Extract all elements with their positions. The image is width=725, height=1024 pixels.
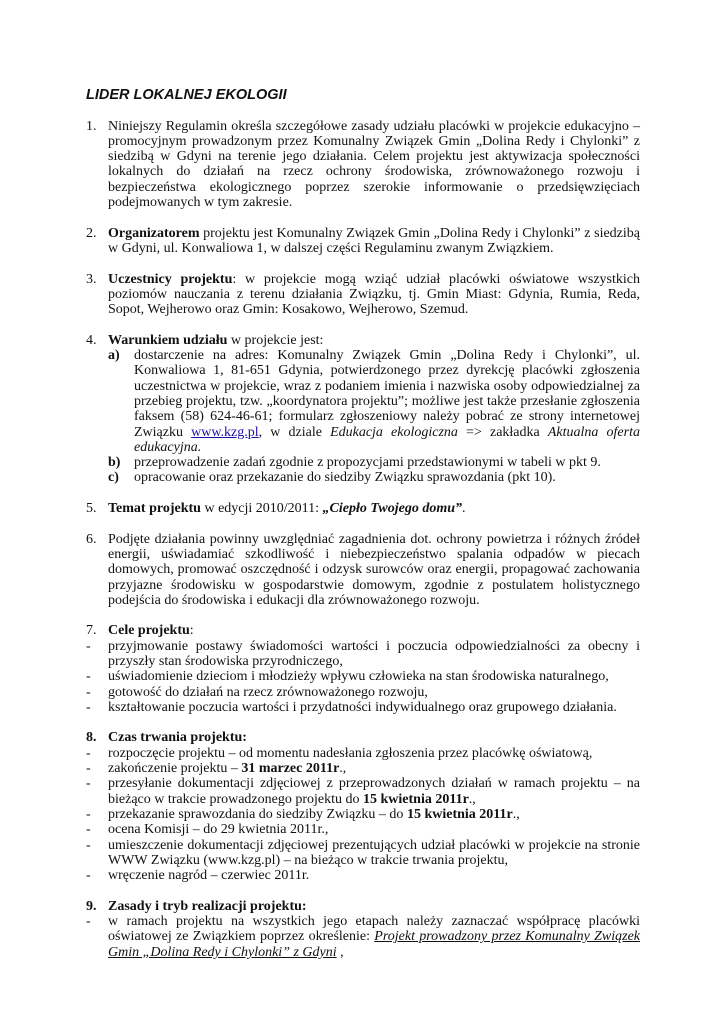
text-run: przesyłanie dokumentacji zdjęciowej z przeprowadzonych działań w ramach projektu – na bieżąco w trakcie prowadzonego projektu do xyxy=(108,776,640,807)
dash-list-item xyxy=(86,669,640,684)
dash-list-item xyxy=(86,700,640,715)
dash-bullet: - xyxy=(86,669,91,685)
dash-bullet: - xyxy=(86,699,91,715)
text-run: przeprowadzenie zadań zgodnie z propozycjami przedstawionymi w tabeli w pkt 9. xyxy=(134,455,601,471)
text-run: Zasady i tryb realizacji projektu: xyxy=(108,898,307,914)
text-run: przyjmowanie postawy świadomości wartości i poczucia odpowiedzialności za obecny i przyszły stan środowiska przyrodniczego, xyxy=(108,638,640,669)
text-run: zakończenie projektu – xyxy=(108,761,242,777)
section-item xyxy=(86,899,640,914)
text-run: ., xyxy=(339,761,347,777)
text-run: . xyxy=(462,501,466,517)
section-number: 9. xyxy=(86,898,97,914)
document-page xyxy=(86,88,640,960)
text-run: w edycji 2010/2011: xyxy=(200,501,323,517)
dash-list-item xyxy=(86,914,640,960)
dash-list-item xyxy=(86,761,640,776)
dash-bullet: - xyxy=(86,914,91,930)
text-run: Podjęte działania powinny uwzględniać zagadnienia dot. ochrony powietrza i różnych źródeł energii, uświadamiać szkodliwość i niebezpieczeństwo spalania odpadów w piecach domowych, promować oszczędność i odzysk surowców oraz energii, propagować zachowania przyjazne środowisku w gospodarstwie domowym, zgodnie z postulatem holistycznego podejścia do środowiska i edukacji dla zrównoważonego rozwoju. xyxy=(108,531,640,608)
section-item xyxy=(86,333,640,348)
section-item xyxy=(86,532,640,608)
text-run: => zakładka xyxy=(457,424,548,440)
section-item xyxy=(86,501,640,516)
text-run: kształtowanie poczucia wartości i przydatności indywidualnego oraz grupowego działania. xyxy=(108,699,617,715)
section-number: 8. xyxy=(86,730,97,746)
sub-item-letter: b) xyxy=(108,455,121,471)
text-run: w ramach projektu na wszystkich jego etapach należy zaznaczać współpracę placówki oświatowej ze Związkiem poprzez określenie: xyxy=(108,914,640,945)
text-run: dostarczenie na adres: Komunalny Związek Gmin „Dolina Redy i Chylonki”, ul. Konwaliowa 1, 81-651 Gdynia, potwierdzonego przez dyrekcję placówki zgłoszenia uczestnictwa w projekcie, wraz z podaniem imienia i nazwiska osoby odpowiedzialnej za przebieg projektu, tzw. „koordynatora projektu”; możliwe jest także przesłanie zgłoszenia faksem (58) 624-46-61; formularz zgłoszeniowy należy pobrać ze strony internetowej Związku xyxy=(134,348,640,440)
text-run: 15 kwietnia 2011r xyxy=(406,806,513,822)
dash-bullet: - xyxy=(86,745,91,761)
text-run: projektu jest Komunalny Związek Gmin „Dolina Redy i Chylonki” z siedzibą w Gdyni, ul. Konwaliowa 1, w dalszej części Regulaminu zwanym Związkiem. xyxy=(108,225,640,256)
text-run: przekazanie sprawozdania do siedziby Związku – do xyxy=(108,806,407,822)
section-item xyxy=(86,226,640,257)
text-run: : w projekcie mogą wziąć udział placówki oświatowe wszystkich poziomów nauczania z terenu działania Związku, tj. Gmin Miast: Gdynia, Rumia, Reda, Sopot, Wejherowo oraz Gmin: Kosakowo, Wejherowo, Szemud. xyxy=(108,271,640,318)
text-run: Projekt prowadzony przez Komunalny Związek Gmin „Dolina Redy i Chylonki” z Gdyni xyxy=(108,929,641,960)
section-number: 7. xyxy=(86,623,97,639)
text-run: umieszczenie dokumentacji zdjęciowej prezentujących udział placówki w projekcie na stronie WWW Związku (www.kzg.pl) – na bieżąco w trakcie trwania projektu, xyxy=(108,837,640,868)
section-number: 4. xyxy=(86,332,97,348)
text-run: ocena Komisji – do 29 kwietnia 2011r., xyxy=(108,822,329,838)
text-run: „Ciepło Twojego domu” xyxy=(322,501,463,517)
text-run: 31 marzec 2011r xyxy=(241,761,340,777)
text-run: wręczenie nagród – czerwiec 2011r. xyxy=(108,868,310,884)
text-run: uświadomienie dzieciom i młodzieży wpływu człowieka na stan środowiska naturalnego, xyxy=(108,669,609,685)
sub-item xyxy=(108,348,640,455)
sub-item-letter: c) xyxy=(108,470,119,486)
text-run: , w dziale xyxy=(258,424,331,440)
text-run: Aktualna oferta edukacyjna. xyxy=(134,424,640,455)
section-number: 1. xyxy=(86,118,97,134)
dash-list-item xyxy=(86,868,640,883)
sub-item xyxy=(108,470,640,485)
dash-list-item xyxy=(86,776,640,807)
section-number: 5. xyxy=(86,501,97,517)
dash-list-item xyxy=(86,639,640,670)
text-run: rozpoczęcie projektu – od momentu nadesłania zgłoszenia przez placówkę oświatową, xyxy=(108,745,593,761)
section-item xyxy=(86,623,640,638)
text-run: Warunkiem udziału xyxy=(108,332,228,348)
text-run: Organizatorem xyxy=(108,225,200,241)
text-run: gotowość do działań na rzecz zrównoważonego rozwoju, xyxy=(108,684,428,700)
dash-bullet: - xyxy=(86,761,91,777)
text-run: w projekcie jest: xyxy=(227,332,324,348)
text-run: , xyxy=(336,944,344,960)
dash-bullet: - xyxy=(86,638,91,654)
dash-list-item xyxy=(86,746,640,761)
dash-bullet: - xyxy=(86,868,91,884)
regulations-list xyxy=(86,119,640,960)
dash-bullet: - xyxy=(86,822,91,838)
text-run: Niniejszy Regulamin określa szczegółowe zasady udziału placówki w projekcie edukacyjno – promocyjnym prowadzonym przez Komunalny Związek Gmin „Dolina Redy i Chylonki” z siedzibą w Gdyni na terenie jego działania. Celem projektu jest aktywizacja społeczności lokalnych do działań na rzecz ochrony środowiska, zrównoważonego rozwoju i bezpieczeństwa ekologicznego poprzez szerokie informowanie o przedsięwzięciach podejmowanych w tym zakresie. xyxy=(108,118,640,211)
text-run: Edukacja ekologiczna xyxy=(330,424,458,440)
dash-list-item xyxy=(86,822,640,837)
website-link[interactable]: www.kzg.pl xyxy=(191,424,259,440)
section-item xyxy=(86,272,640,318)
section-number: 3. xyxy=(86,271,97,287)
dash-list-item xyxy=(86,807,640,822)
dash-bullet: - xyxy=(86,776,91,792)
dash-bullet: - xyxy=(86,684,91,700)
sub-item-letter: a) xyxy=(108,348,120,364)
text-run: Cele projektu xyxy=(108,623,190,639)
section-number: 6. xyxy=(86,531,97,547)
section-item xyxy=(86,730,640,745)
section-item xyxy=(86,119,640,211)
text-run: Czas trwania projektu: xyxy=(108,730,247,746)
dash-list-item xyxy=(86,838,640,869)
text-run: ., xyxy=(468,791,476,807)
section-number: 2. xyxy=(86,225,97,241)
dash-bullet: - xyxy=(86,806,91,822)
document-title: LIDER LOKALNEJ EKOLOGII xyxy=(86,87,287,103)
text-run: 15 kwietnia 2011r xyxy=(363,791,469,807)
sub-item xyxy=(108,455,640,470)
text-run: opracowanie oraz przekazanie do siedziby Związku sprawozdania (pkt 10). xyxy=(134,470,556,486)
text-run: : xyxy=(189,623,194,639)
text-run: Temat projektu xyxy=(108,501,201,517)
text-run: ., xyxy=(512,806,520,822)
text-run: Uczestnicy projektu xyxy=(108,271,233,287)
dash-bullet: - xyxy=(86,837,91,853)
dash-list-item xyxy=(86,685,640,700)
